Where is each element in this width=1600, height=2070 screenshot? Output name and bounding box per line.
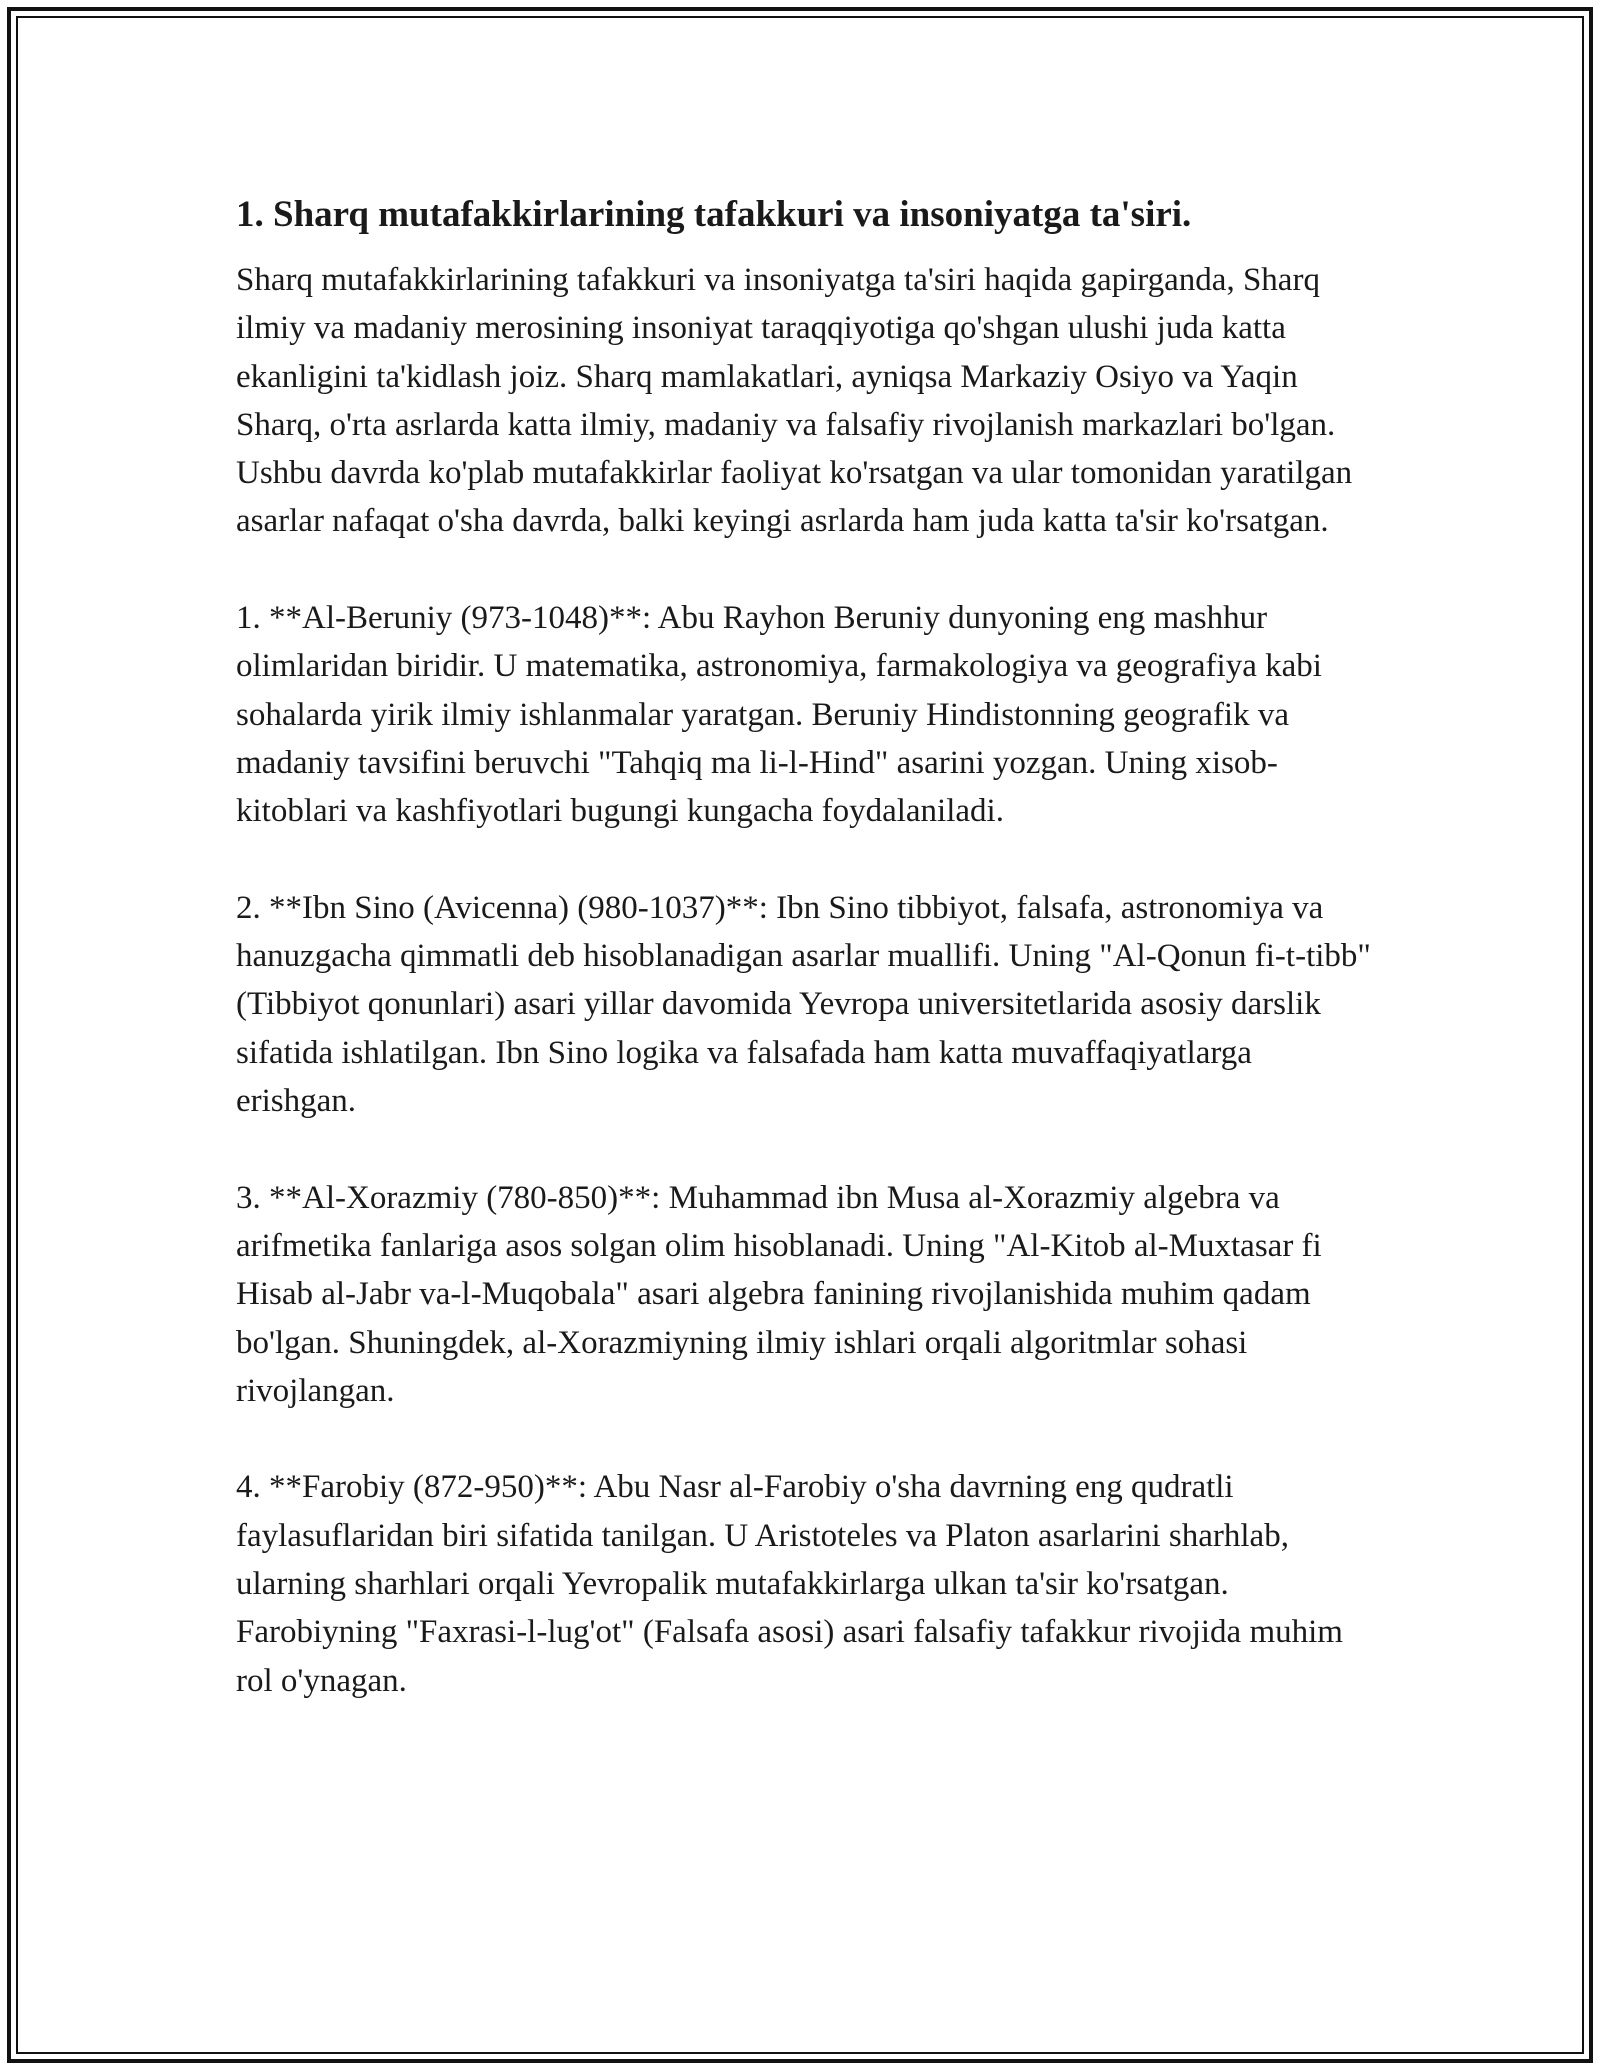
document-body	[236, 190, 1376, 1753]
farobiy-paragraph: 4. **Farobiy (872-950)**: Abu Nasr al-Farobiy o'sha davrning eng qudratli faylasuflaridan biri sifatida tanilgan. U Aristoteles va Platon asarlarini sharhlab, ularning sharhlari orqali Yevropalik mutafakkirlarga ulkan ta'sir ko'rsatgan. Farobiyning "Faxrasi-l-lug'ot" (Falsafa asosi) asari falsafiy tafakkur rivojida muhim rol o'ynagan.	[236, 1469, 1343, 1699]
xorazmiy-paragraph: 3. **Al-Xorazmiy (780-850)**: Muhammad ibn Musa al-Xorazmiy algebra va arifmetika fanlariga asos solgan olim hisoblanadi. Uning "Al-Kitob al-Muxtasar fi Hisab al-Jabr va-l-Muqobala" asari algebra fanining rivojlanishida muhim qadam bo'lgan. Shuningdek, al-Xorazmiyning ilmiy ishlari orqali algoritmlar sohasi rivojlangan.	[236, 1179, 1322, 1409]
intro-paragraph: Sharq mutafakkirlarining tafakkuri va insoniyatga ta'siri haqida gapirganda, Sharq ilmiy va madaniy merosining insoniyat taraqqiyotiga qo'shgan ulushi juda katta ekanligini ta'kidlash joiz. Sharq mamlakatlari, ayniqsa Markaziy Osiyo va Yaqin Sharq, o'rta asrlarda katta ilmiy, madaniy va falsafiy rivojlanish markazlari bo'lgan. Ushbu davrda ko'plab mutafakkirlar faoliyat ko'rsatgan va ular tomonidan yaratilgan asarlar nafaqat o'sha davrda, balki keyingi asrlarda ham juda katta ta'sir ko'rsatgan.	[236, 262, 1353, 540]
document-title: 1. Sharq mutafakkirlarining tafakkuri va insoniyatga ta'siri.	[236, 194, 1192, 235]
beruniy-paragraph: 1. **Al-Beruniy (973-1048)**: Abu Rayhon Beruniy dunyoning eng mashhur olimlaridan biridir. U matematika, astronomiya, farmakologiya va geografiya kabi sohalarda yirik ilmiy ishlanmalar yaratgan. Beruniy Hindistonning geografik va madaniy tavsifini beruvchi "Tahqiq ma li-l-Hind" asarini yozgan. Uning xisob-kitoblari va kashfiyotlari bugungi kungacha foydalaniladi.	[236, 600, 1322, 830]
ibn-sino-paragraph: 2. **Ibn Sino (Avicenna) (980-1037)**: Ibn Sino tibbiyot, falsafa, astronomiya va hanuzgacha qimmatli deb hisoblanadigan asarlar muallifi. Uning "Al-Qonun fi-t-tibb" (Tibbiyot qonunlari) asari yillar davomida Yevropa universitetlarida asosiy darslik sifatida ishlatilgan. Ibn Sino logika va falsafada ham katta muvaffaqiyatlarga erishgan.	[236, 889, 1371, 1120]
